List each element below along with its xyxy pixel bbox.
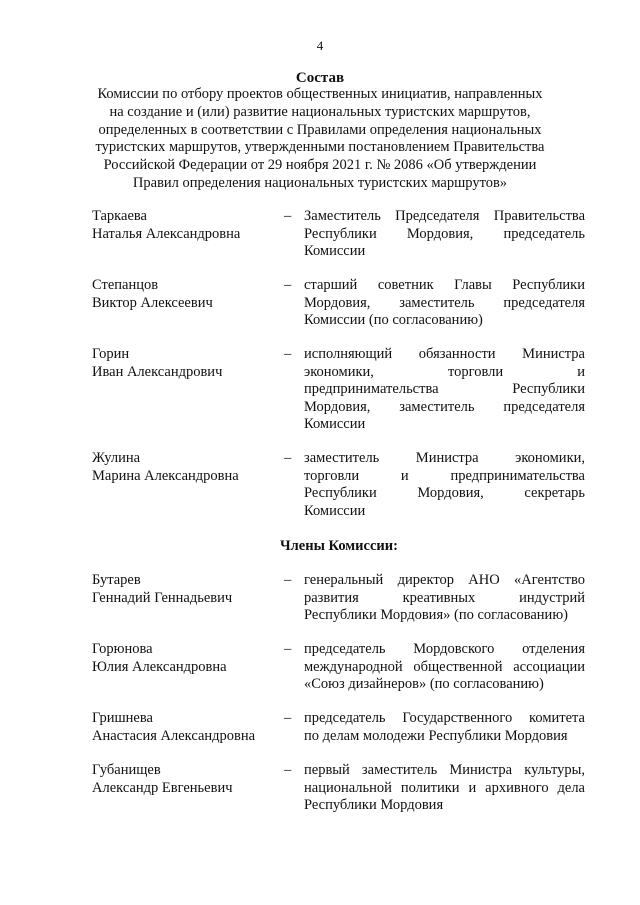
role-line: Республики Мордовия, секретарь [304,485,585,501]
dash-separator: – [284,641,292,657]
person-given-name: Наталья Александровна [92,225,241,242]
person-given-name: Марина Александровна [92,467,239,484]
person-name [92,208,282,243]
subtitle-line: на создание и (или) развитие национальных туристских маршрутов, [109,103,531,120]
person-name [92,572,282,607]
role-line: национальной политики и архивного дела [304,779,585,796]
person-role [304,208,585,261]
role-line: экономики, торговли и [304,363,585,380]
person-given-name: Иван Александрович [92,363,223,380]
person-name [92,710,282,745]
dash-separator: – [284,450,292,466]
person-given-name: Александр Евгеньевич [92,779,233,796]
person-given-name: Юлия Александровна [92,658,227,675]
person-surname: Степанцов [92,277,159,293]
role-line: Комиссии (по согласованию) [304,312,483,328]
person-role [304,277,585,330]
role-line: председатель Мордовского отделения [304,641,585,657]
dash-separator: – [284,277,292,293]
person-surname: Таркаева [92,208,147,224]
person-given-name: Анастасия Александровна [92,727,256,744]
subtitle-line: Комиссии по отбору проектов общественных инициатив, направленных [97,86,543,102]
person-role [304,572,585,625]
person-role [304,762,585,815]
person-surname: Гришнева [92,710,153,726]
members-heading: Члены Комиссии: [280,538,398,554]
page-number: 4 [316,38,324,53]
role-line: Заместитель Председателя Правительства [304,208,585,224]
dash-separator: – [284,762,292,778]
role-line: старший советник Главы Республики [304,277,585,293]
role-line: Комиссии [304,502,366,519]
person-role [304,641,585,694]
role-line: Комиссии [304,416,366,432]
role-line: Республики Мордовия, председатель [304,225,585,242]
person-role [304,346,585,434]
person-surname: Горюнова [92,641,153,657]
person-name [92,277,282,312]
subtitle-line: Российской Федерации от 29 ноября 2021 г. № 2086 «Об утверждении [103,157,537,174]
role-line: исполняющий обязанности Министра [304,346,585,362]
role-line: развития креативных индустрий [304,589,585,606]
document-subtitle [0,86,640,193]
role-line: первый заместитель Министра культуры, [304,762,585,778]
subtitle-line: определенных в соответствии с Правилами определения национальных [98,121,542,138]
dash-separator: – [284,710,292,726]
role-line: председатель Государственного комитета [304,710,585,726]
dash-separator: – [284,346,292,362]
role-line: Республики Мордовия [304,797,444,813]
role-line: Комиссии [304,243,366,259]
person-given-name: Виктор Алексеевич [92,294,213,311]
role-line: «Союз дизайнеров» (по согласованию) [304,676,544,692]
person-surname: Жулина [92,450,141,466]
role-line: торговли и предпринимательства [304,467,585,484]
person-given-name: Геннадий Геннадьевич [92,589,233,606]
person-surname: Горин [92,346,130,362]
role-line: Республики Мордовия» (по согласованию) [304,607,568,623]
person-name [92,762,282,797]
person-role [304,710,585,745]
role-line: генеральный директор АНО «Агентство [304,572,585,588]
dash-separator: – [284,572,292,588]
role-line: по делам молодежи Республики Мордовия [304,727,568,744]
subtitle-line: Правил определения национальных туристских маршрутов» [132,174,508,191]
person-role [304,450,585,520]
role-line: международной общественной ассоциации [304,658,585,675]
role-line: Мордовия, заместитель председателя [304,294,585,311]
person-surname: Бутарев [92,572,141,588]
person-name [92,450,282,485]
role-line: заместитель Министра экономики, [304,450,585,466]
person-surname: Губанищев [92,762,161,778]
document-title: Состав [295,70,345,86]
role-line: Мордовия, заместитель председателя [304,398,585,415]
person-name [92,346,282,381]
role-line: предпринимательства Республики [304,381,585,397]
subtitle-line: туристских маршрутов, утвержденными постановлением Правительства [95,139,545,156]
dash-separator: – [284,208,292,224]
person-name [92,641,282,676]
